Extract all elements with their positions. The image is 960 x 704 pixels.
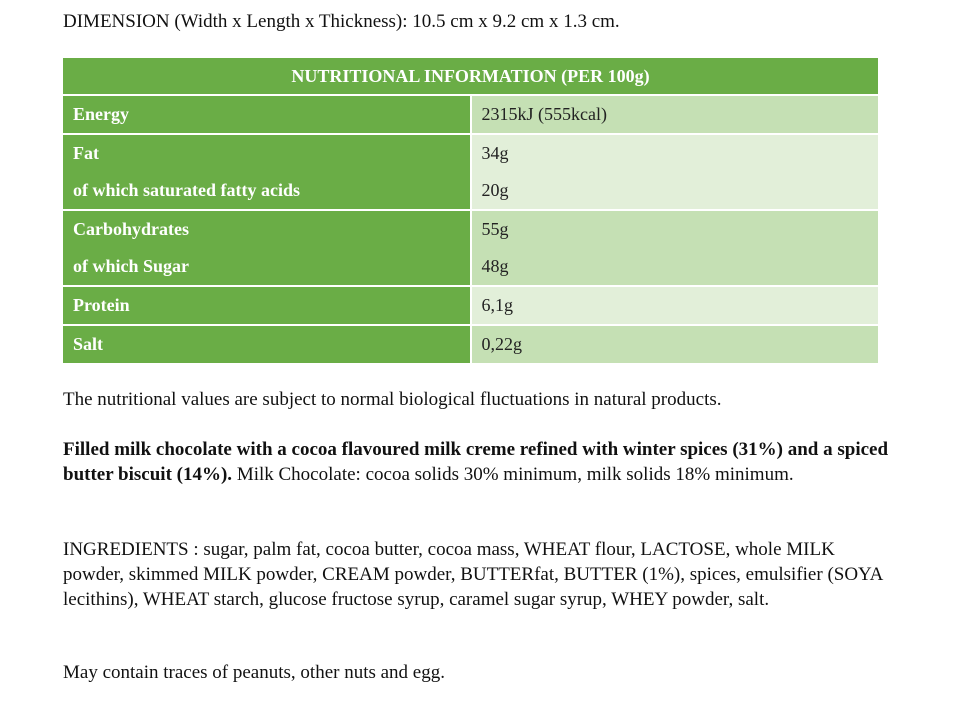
nutrient-value: 6,1g bbox=[481, 295, 513, 315]
nutrition-row-fat bbox=[63, 134, 878, 210]
nutrition-table-header-row bbox=[63, 58, 878, 95]
nutrient-name: Energy bbox=[73, 104, 129, 124]
nutrient-value: 2315kJ (555kcal) bbox=[481, 104, 607, 124]
ingredients-list: INGREDIENTS : sugar, palm fat, cocoa butter, cocoa mass, WHEAT flour, LACTOSE, whole MILK powder, skimmed MILK powder, CREAM powder, BUTTERfat, BUTTER (1%), spices, emulsifier (SOYA lecithins), WHEAT starch, glucose fructose syrup, caramel sugar syrup, WHEY powder, salt. bbox=[63, 539, 883, 610]
allergen-note: May contain traces of peanuts, other nuts and egg. bbox=[63, 662, 445, 683]
product-description-rest: Milk Chocolate: cocoa solids 30% minimum, milk solids 18% minimum. bbox=[232, 464, 794, 485]
product-description bbox=[63, 437, 893, 487]
nutrient-value-cell bbox=[471, 95, 879, 134]
nutrient-subname: of which saturated fatty acids bbox=[73, 180, 300, 200]
nutrient-value-cell bbox=[471, 210, 879, 286]
nutrient-name-cell bbox=[63, 134, 471, 210]
nutrient-name: Protein bbox=[73, 295, 130, 315]
nutrition-row-salt bbox=[63, 325, 878, 364]
nutrition-table bbox=[63, 58, 878, 365]
nutrient-name: Salt bbox=[73, 334, 104, 354]
nutrient-name-cell bbox=[63, 210, 471, 286]
nutrient-name: Fat bbox=[73, 143, 99, 163]
nutrition-table-header: NUTRITIONAL INFORMATION (PER 100g) bbox=[63, 58, 878, 95]
nutrition-row-protein bbox=[63, 286, 878, 325]
nutrient-name-cell bbox=[63, 325, 471, 364]
nutrient-value: 34g bbox=[481, 143, 509, 163]
nutrient-subvalue: 48g bbox=[481, 256, 509, 276]
nutrient-value: 0,22g bbox=[481, 334, 522, 354]
nutrient-value: 55g bbox=[481, 219, 509, 239]
nutrient-value-cell bbox=[471, 134, 879, 210]
product-description-bold: Filled milk chocolate with a cocoa flavoured milk creme refined with winter spices (31%) and a spiced butter biscuit (14%). bbox=[63, 439, 889, 485]
nutrient-name: Carbohydrates bbox=[73, 219, 189, 239]
nutrient-value-cell bbox=[471, 286, 879, 325]
nutrient-value-cell bbox=[471, 325, 879, 364]
nutrient-name-cell bbox=[63, 95, 471, 134]
nutrient-subvalue: 20g bbox=[481, 180, 509, 200]
nutrient-subname: of which Sugar bbox=[73, 256, 190, 276]
dimension-line: DIMENSION (Width x Length x Thickness): 10.5 cm x 9.2 cm x 1.3 cm. bbox=[63, 11, 620, 32]
nutrient-name-cell bbox=[63, 286, 471, 325]
nutrition-row-energy bbox=[63, 95, 878, 134]
nutrition-note: The nutritional values are subject to normal biological fluctuations in natural products. bbox=[63, 389, 722, 410]
nutrition-row-carbohydrates bbox=[63, 210, 878, 286]
